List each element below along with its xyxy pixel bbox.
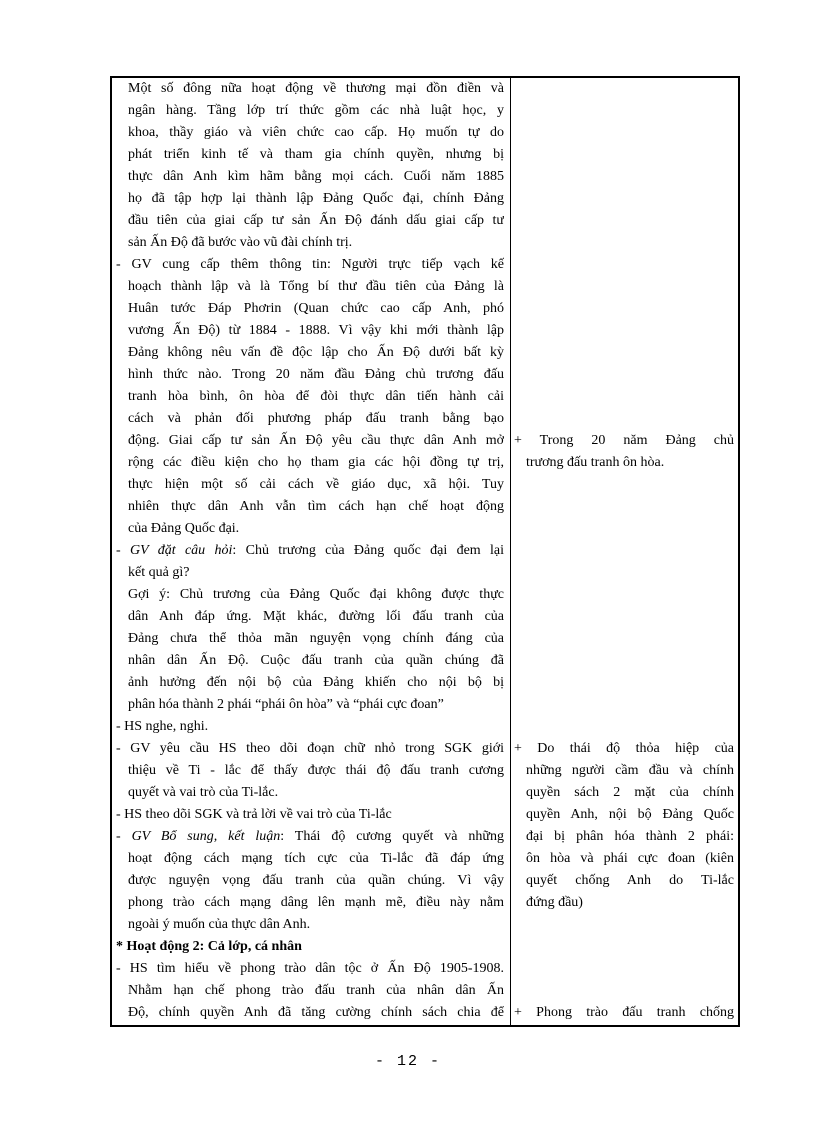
text-line: - GV cung cấp thêm thông tin: Người trực tiếp vạch kế [116, 257, 504, 272]
knowledge-line: quyền sách 2 mặt của chính [526, 785, 734, 800]
text-line: nhân dân Ấn Độ. Cuộc đấu tranh của quần chúng đã [128, 653, 504, 668]
text-line: hoạch thành lập và là Tổng bí thư đầu tiên của Đảng là [128, 279, 504, 294]
text-line: họ đã tập hợp lại thành lập Đảng Quốc đại, chính Đảng [128, 191, 504, 206]
text-line: cách và phản đối phương pháp đấu tranh bằng bạo [128, 411, 504, 426]
knowledge-line: đứng đầu) [526, 895, 583, 910]
page-number: - 12 - [374, 1053, 441, 1070]
text-line: phát triển kinh tế và tham gia chính quyền, nhưng bị [128, 147, 504, 162]
text-line: Đảng không nêu vấn đề độc lập cho Ấn Độ dưới bất kỳ [128, 345, 504, 360]
text-line: - HS theo dõi SGK và trả lời về vai trò của Ti-lắc [116, 807, 392, 822]
text-line: quyết và vai trò của Ti-lắc. [128, 785, 279, 800]
knowledge-line: những người cầm đầu và chính [526, 763, 734, 778]
text-line: được nguyện vọng đấu tranh của quần chúng. Vì vậy [128, 873, 504, 888]
text-line: tranh hòa bình, ôn hòa để đòi thực dân tiến hành cải [128, 389, 504, 404]
text-line: - GV yêu cầu HS theo dõi đoạn chữ nhỏ trong SGK giới [116, 741, 504, 756]
text-line: ngân hàng. Tầng lớp trí thức gồm các nhà luật học, y [128, 103, 504, 118]
knowledge-line: + Do thái độ thỏa hiệp của [514, 741, 734, 756]
activity-heading: * Hoạt động 2: Cả lớp, cá nhân [116, 939, 302, 954]
knowledge-line: trương đấu tranh ôn hòa. [526, 455, 665, 470]
text-line: thực dân Anh kìm hãm bằng mọi cách. Cuối năm 1885 [128, 169, 504, 184]
text-line: hình thức nào. Trong 20 năm đầu Đảng chủ trương đấu [128, 367, 504, 382]
text-line: Nhằm hạn chế phong trào đấu tranh của nhân dân Ấn [128, 983, 504, 998]
conclusion-line: - GV Bổ sung, kết luận: Thái độ cương quyết và những [116, 829, 504, 844]
text-line: Một số đông nữa hoạt động về thương mại đồn điền và [128, 81, 504, 96]
text-line: - HS tìm hiểu về phong trào dân tộc ở Ấn Độ 1905-1908. [116, 961, 504, 976]
text-line: Đảng chưa thể thỏa mãn nguyện vọng chính đáng của [128, 631, 504, 646]
knowledge-line: + Phong trào đấu tranh chống [514, 1005, 734, 1020]
text-line: dân Anh đáp ứng. Mặt khác, đường lối đấu tranh của [128, 609, 504, 624]
knowledge-line: ôn hòa và phái cực đoan (kiên [526, 851, 734, 866]
text-line: động. Giai cấp tư sản Ấn Độ yêu cầu thực dân Anh mở [128, 433, 504, 448]
text-line: vương Ấn Độ) từ 1884 - 1888. Vì vậy khi mới thành lập [128, 323, 504, 338]
text-line: sản Ấn Độ đã bước vào vũ đài chính trị. [128, 235, 353, 250]
text-line: Gợi ý: Chủ trương của Đảng Quốc đại không được thực [128, 587, 504, 602]
text-line: ảnh hưởng đến nội bộ của Đảng khiến cho nội bộ bị [128, 675, 504, 690]
question-line: - GV đặt câu hỏi: Chủ trương của Đảng quốc đại đem lại [116, 543, 504, 558]
column-divider [510, 78, 511, 1025]
knowledge-line: quyền Anh, nội bộ Đảng Quốc [526, 807, 734, 822]
text-line: ngoài ý muốn của thực dân Anh. [128, 917, 311, 932]
text-line: khoa, thầy giáo và viên chức cao cấp. Họ muốn tự do [128, 125, 504, 140]
text-line: đầu tiên của giai cấp tư sản Ấn Độ đánh dấu giai cấp tư [128, 213, 504, 228]
knowledge-line: quyết chống Anh do Ti-lắc [526, 873, 734, 888]
text-line: hoạt động cách mạng tích cực của Ti-lắc đã đáp ứng [128, 851, 504, 866]
text-line: rộng các điều kiện cho họ tham gia các hội đồng tự trị, [128, 455, 504, 470]
lesson-table [110, 76, 740, 1027]
knowledge-line: đại bị phân hóa thành 2 phái: [526, 829, 734, 844]
knowledge-line: + Trong 20 năm Đảng chủ [514, 433, 734, 448]
text-line: thực hiện một số cải cách về giáo dục, xã hội. Tuy [128, 477, 504, 492]
text-line: phân hóa thành 2 phái “phái ôn hòa” và “phái cực đoan” [128, 697, 444, 712]
text-line: kết quả gì? [128, 565, 190, 580]
text-line: Huân tước Đáp Phơrin (Quan chức cao cấp Anh, phó [128, 301, 504, 316]
text-line: phong trào cách mạng dâng lên mạnh mẽ, điều này nằm [128, 895, 504, 910]
text-line: thiệu về Ti - lắc để thấy được thái độ đấu tranh cương [128, 763, 504, 778]
text-line: của Đảng Quốc đại. [128, 521, 240, 536]
text-line: nhiên thực dân Anh vẫn tìm cách hạn chế hoạt động [128, 499, 504, 514]
text-line: Độ, chính quyền Anh đã tăng cường chính sách chia để [128, 1005, 504, 1020]
text-line: - HS nghe, nghi. [116, 719, 209, 734]
